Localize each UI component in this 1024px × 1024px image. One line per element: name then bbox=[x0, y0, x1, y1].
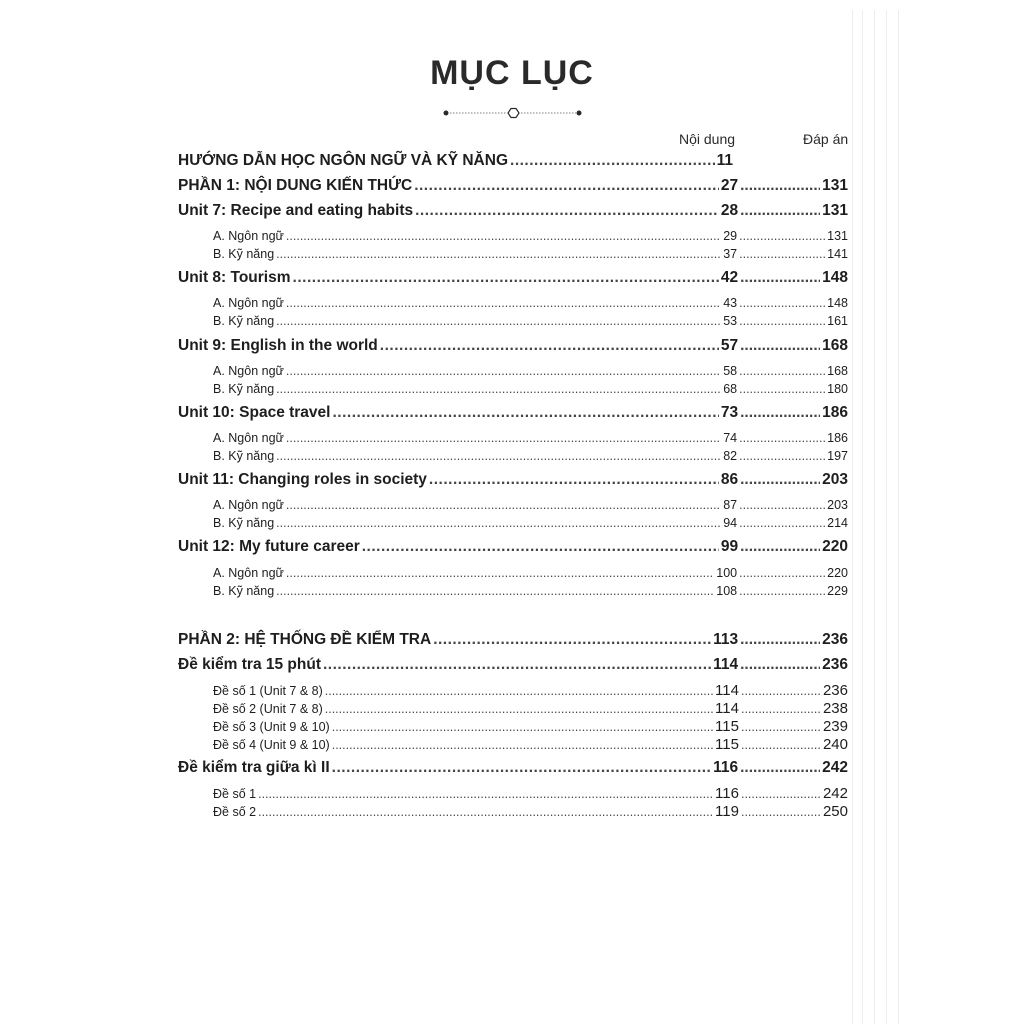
toc-entry-row bbox=[213, 682, 848, 699]
content-page-number: 82 bbox=[723, 449, 738, 463]
content-page-number: 114 bbox=[713, 656, 739, 673]
toc-label: A. Ngôn ngữ bbox=[213, 296, 284, 310]
dot-leader bbox=[332, 738, 713, 752]
toc-label: Unit 12: My future career bbox=[178, 538, 360, 555]
toc-label: Đề số 4 (Unit 9 & 10) bbox=[213, 738, 330, 752]
toc-entry-row bbox=[213, 431, 848, 448]
content-page-number: 115 bbox=[715, 718, 739, 735]
column-header-answers: Đáp án bbox=[803, 131, 849, 147]
answer-page-number: 148 bbox=[822, 269, 848, 286]
toc-label: B. Kỹ năng bbox=[213, 516, 275, 530]
dot-leader bbox=[276, 449, 721, 463]
dot-leader bbox=[325, 684, 713, 698]
toc-label: Đề kiểm tra 15 phút bbox=[178, 656, 321, 673]
answer-page-number: 168 bbox=[822, 337, 848, 354]
dot-leader bbox=[433, 631, 711, 649]
dot-leader bbox=[415, 202, 719, 220]
content-page-number: 28 bbox=[720, 202, 739, 219]
dot-leader bbox=[739, 516, 825, 530]
dot-leader bbox=[740, 631, 820, 649]
dot-leader bbox=[740, 202, 820, 220]
toc-section-row bbox=[178, 269, 848, 291]
dot-leader bbox=[429, 471, 719, 489]
toc-entry-row bbox=[213, 718, 848, 735]
dot-leader bbox=[739, 584, 825, 598]
toc-entry-row bbox=[213, 229, 848, 246]
toc-label: Đề số 2 (Unit 7 & 8) bbox=[213, 702, 323, 716]
answer-page-number: 220 bbox=[822, 538, 848, 555]
toc-label: A. Ngôn ngữ bbox=[213, 364, 284, 378]
content-page-number: 27 bbox=[720, 177, 739, 194]
toc-section-row bbox=[178, 631, 848, 653]
toc-entry-row bbox=[213, 247, 848, 264]
dot-leader bbox=[740, 177, 820, 195]
toc-label: B. Kỹ năng bbox=[213, 247, 275, 261]
dot-leader bbox=[739, 296, 825, 310]
answer-page-number: 131 bbox=[822, 177, 848, 194]
content-page-number: 29 bbox=[723, 229, 738, 243]
dot-leader bbox=[380, 337, 719, 355]
dot-leader bbox=[741, 720, 821, 734]
dot-leader bbox=[739, 382, 825, 396]
dot-leader bbox=[414, 177, 719, 195]
dot-leader bbox=[740, 269, 820, 287]
content-page-number: 115 bbox=[715, 736, 739, 753]
toc-label: Đề kiểm tra giữa kì II bbox=[178, 759, 330, 776]
dot-leader bbox=[293, 269, 719, 287]
toc-entry-row bbox=[213, 785, 848, 802]
answer-page-number: 240 bbox=[822, 736, 848, 753]
dot-leader bbox=[286, 498, 721, 512]
toc-label: PHẦN 2: HỆ THỐNG ĐỀ KIỂM TRA bbox=[178, 631, 432, 648]
answer-page-number: 168 bbox=[827, 364, 848, 378]
dot-leader bbox=[323, 656, 711, 674]
answer-page-number: 161 bbox=[827, 314, 848, 328]
content-page-number: 114 bbox=[715, 682, 739, 699]
toc-label: Unit 10: Space travel bbox=[178, 404, 331, 421]
toc-section-row bbox=[178, 202, 848, 224]
content-page-number: 116 bbox=[713, 759, 739, 776]
dot-leader bbox=[286, 566, 714, 580]
dot-leader bbox=[258, 787, 713, 801]
dot-leader bbox=[740, 538, 820, 556]
dot-leader bbox=[286, 229, 721, 243]
dot-leader bbox=[286, 364, 721, 378]
answer-page-number: 220 bbox=[827, 566, 848, 580]
answer-page-number: 186 bbox=[827, 431, 848, 445]
page-edge bbox=[850, 0, 1024, 1024]
content-page-number: 113 bbox=[713, 631, 739, 648]
content-page-number: 68 bbox=[723, 382, 738, 396]
toc-section-row bbox=[178, 656, 848, 678]
content-page-number: 43 bbox=[723, 296, 738, 310]
answer-page-number: 242 bbox=[822, 759, 848, 776]
toc-entry-row bbox=[213, 803, 848, 820]
dot-leader bbox=[276, 516, 721, 530]
answer-page-number: 214 bbox=[827, 516, 848, 530]
answer-page-number: 197 bbox=[827, 449, 848, 463]
answer-page-number: 238 bbox=[822, 700, 848, 717]
dot-leader bbox=[362, 538, 719, 556]
toc-entry-row bbox=[213, 584, 848, 601]
dot-leader bbox=[741, 805, 821, 819]
toc-label: A. Ngôn ngữ bbox=[213, 566, 284, 580]
toc-label: B. Kỹ năng bbox=[213, 382, 275, 396]
dot-leader bbox=[741, 702, 821, 716]
content-page-number: 116 bbox=[715, 785, 739, 802]
toc-label: B. Kỹ năng bbox=[213, 449, 275, 463]
dot-leader bbox=[739, 449, 825, 463]
toc-section-row bbox=[178, 759, 848, 781]
toc-label: Đề số 1 (Unit 7 & 8) bbox=[213, 684, 323, 698]
toc-label: Unit 11: Changing roles in society bbox=[178, 471, 427, 488]
answer-page-number: 236 bbox=[822, 656, 848, 673]
dot-leader bbox=[276, 247, 721, 261]
content-page-number: 108 bbox=[716, 584, 738, 598]
content-page-number: 87 bbox=[723, 498, 738, 512]
dot-leader bbox=[276, 584, 714, 598]
toc-label: Đề số 3 (Unit 9 & 10) bbox=[213, 720, 330, 734]
answer-page-number: 236 bbox=[822, 682, 848, 699]
answer-page-number: 229 bbox=[827, 584, 848, 598]
dot-leader bbox=[739, 364, 825, 378]
toc-section-row bbox=[178, 538, 848, 560]
toc-entry-row bbox=[213, 498, 848, 515]
dot-leader bbox=[739, 229, 825, 243]
toc-label: B. Kỹ năng bbox=[213, 314, 275, 328]
dot-leader bbox=[510, 152, 715, 170]
toc-section-row bbox=[178, 177, 848, 199]
dot-leader bbox=[741, 738, 821, 752]
dot-leader bbox=[739, 314, 825, 328]
answer-page-number: 236 bbox=[822, 631, 848, 648]
dot-leader bbox=[739, 431, 825, 445]
toc-label: A. Ngôn ngữ bbox=[213, 498, 284, 512]
toc-label: PHẦN 1: NỘI DUNG KIẾN THỨC bbox=[178, 177, 413, 194]
dot-leader bbox=[741, 787, 821, 801]
toc-entry-row bbox=[213, 364, 848, 381]
toc-entry-row bbox=[213, 700, 848, 717]
content-page-number: 73 bbox=[720, 404, 739, 421]
answer-page-number: 239 bbox=[822, 718, 848, 735]
answer-page-number: 180 bbox=[827, 382, 848, 396]
toc-label: HƯỚNG DẪN HỌC NGÔN NGỮ VÀ KỸ NĂNG bbox=[178, 152, 509, 169]
dot-leader bbox=[740, 656, 820, 674]
answer-page-number: 242 bbox=[822, 785, 848, 802]
content-page-number: 53 bbox=[723, 314, 738, 328]
dot-leader bbox=[740, 759, 820, 777]
dot-leader bbox=[276, 314, 721, 328]
content-page-number: 86 bbox=[720, 471, 739, 488]
answer-page-number: 148 bbox=[827, 296, 848, 310]
toc-label: Đề số 1 bbox=[213, 787, 257, 801]
content-page-number: 11 bbox=[716, 152, 733, 169]
dot-leader bbox=[325, 702, 713, 716]
toc-section-row bbox=[178, 152, 733, 174]
content-page-number: 99 bbox=[720, 538, 739, 555]
toc-section-row bbox=[178, 471, 848, 493]
answer-page-number: 141 bbox=[827, 247, 848, 261]
toc-label: A. Ngôn ngữ bbox=[213, 229, 284, 243]
toc-section-row bbox=[178, 337, 848, 359]
toc-label: Unit 9: English in the world bbox=[178, 337, 378, 354]
dot-leader bbox=[739, 566, 825, 580]
answer-page-number: 203 bbox=[822, 471, 848, 488]
dot-leader bbox=[276, 382, 721, 396]
content-page-number: 94 bbox=[723, 516, 738, 530]
dot-leader bbox=[740, 471, 820, 489]
dot-leader bbox=[740, 404, 820, 422]
content-page-number: 57 bbox=[720, 337, 739, 354]
dot-leader bbox=[332, 759, 711, 777]
answer-page-number: 186 bbox=[822, 404, 848, 421]
content-page-number: 58 bbox=[723, 364, 738, 378]
divider-ornament bbox=[442, 106, 582, 120]
dot-leader bbox=[332, 720, 713, 734]
toc-entry-row bbox=[213, 296, 848, 313]
dot-leader bbox=[332, 404, 718, 422]
answer-page-number: 250 bbox=[822, 803, 848, 820]
dot-leader bbox=[258, 805, 713, 819]
toc-entry-row bbox=[213, 566, 848, 583]
content-page-number: 114 bbox=[715, 700, 739, 717]
toc-entry-row bbox=[213, 449, 848, 466]
dot-leader bbox=[286, 431, 721, 445]
content-page-number: 100 bbox=[716, 566, 738, 580]
toc-entry-row bbox=[213, 382, 848, 399]
toc-entry-row bbox=[213, 736, 848, 753]
toc-label: A. Ngôn ngữ bbox=[213, 431, 284, 445]
dot-leader bbox=[739, 498, 825, 512]
dot-leader bbox=[741, 684, 821, 698]
toc-section-row bbox=[178, 404, 848, 426]
toc-label: B. Kỹ năng bbox=[213, 584, 275, 598]
page-title: MỤC LỤC bbox=[430, 54, 594, 92]
content-page-number: 119 bbox=[715, 803, 739, 820]
answer-page-number: 131 bbox=[822, 202, 848, 219]
dot-leader bbox=[739, 247, 825, 261]
toc-entry-row bbox=[213, 314, 848, 331]
column-header-content: Nội dung bbox=[679, 131, 736, 147]
toc-label: Đề số 2 bbox=[213, 805, 257, 819]
content-page-number: 42 bbox=[720, 269, 739, 286]
dot-leader bbox=[740, 337, 820, 355]
content-page-number: 37 bbox=[723, 247, 738, 261]
answer-page-number: 203 bbox=[827, 498, 848, 512]
dot-leader bbox=[286, 296, 721, 310]
content-page-number: 74 bbox=[723, 431, 738, 445]
answer-page-number: 131 bbox=[827, 229, 848, 243]
toc-label: Unit 7: Recipe and eating habits bbox=[178, 202, 414, 219]
toc-label: Unit 8: Tourism bbox=[178, 269, 291, 286]
toc-entry-row bbox=[213, 516, 848, 533]
